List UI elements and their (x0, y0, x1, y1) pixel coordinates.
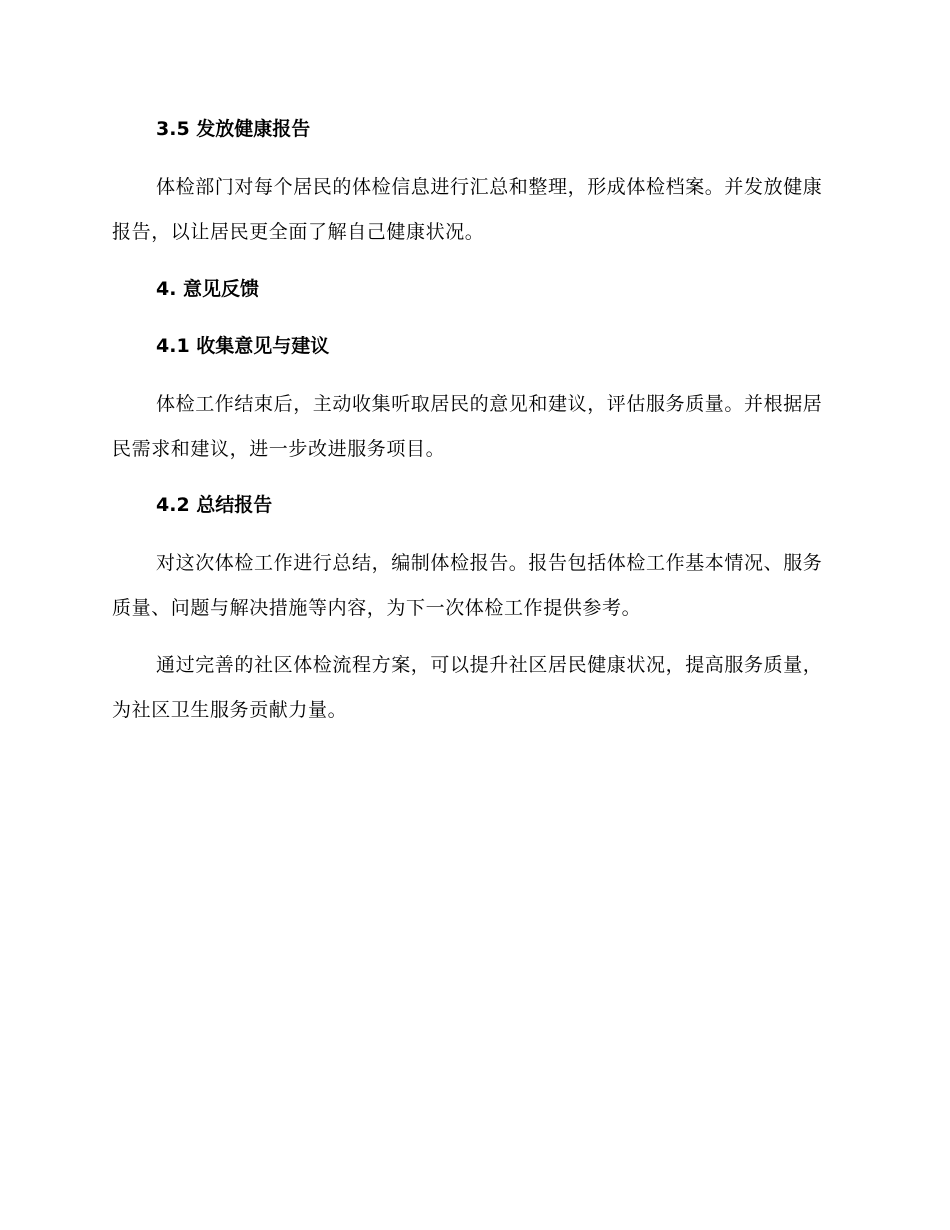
section-heading-4-1: 4.1 收集意见与建议 (156, 335, 330, 357)
section-heading-4: 4. 意见反馈 (156, 278, 260, 300)
section-paragraph-4-1: 体检工作结束后，主动收集听取居民的意见和建议，评估服务质量。并根据居民需求和建议，进一步改进服务项目。 (112, 393, 823, 460)
section-heading-3-5: 3.5 发放健康报告 (156, 118, 311, 140)
section-heading-4-2: 4.2 总结报告 (156, 494, 273, 516)
section-paragraph-4-2: 对这次体检工作进行总结，编制体检报告。报告包括体检工作基本情况、服务质量、问题与解决措施等内容，为下一次体检工作提供参考。 (112, 552, 823, 619)
conclusion-paragraph: 通过完善的社区体检流程方案，可以提升社区居民健康状况，提高服务质量，为社区卫生服务贡献力量。 (112, 654, 823, 721)
section-paragraph-3-5: 体检部门对每个居民的体检信息进行汇总和整理，形成体检档案。并发放健康报告，以让居民更全面了解自己健康状况。 (112, 176, 823, 243)
